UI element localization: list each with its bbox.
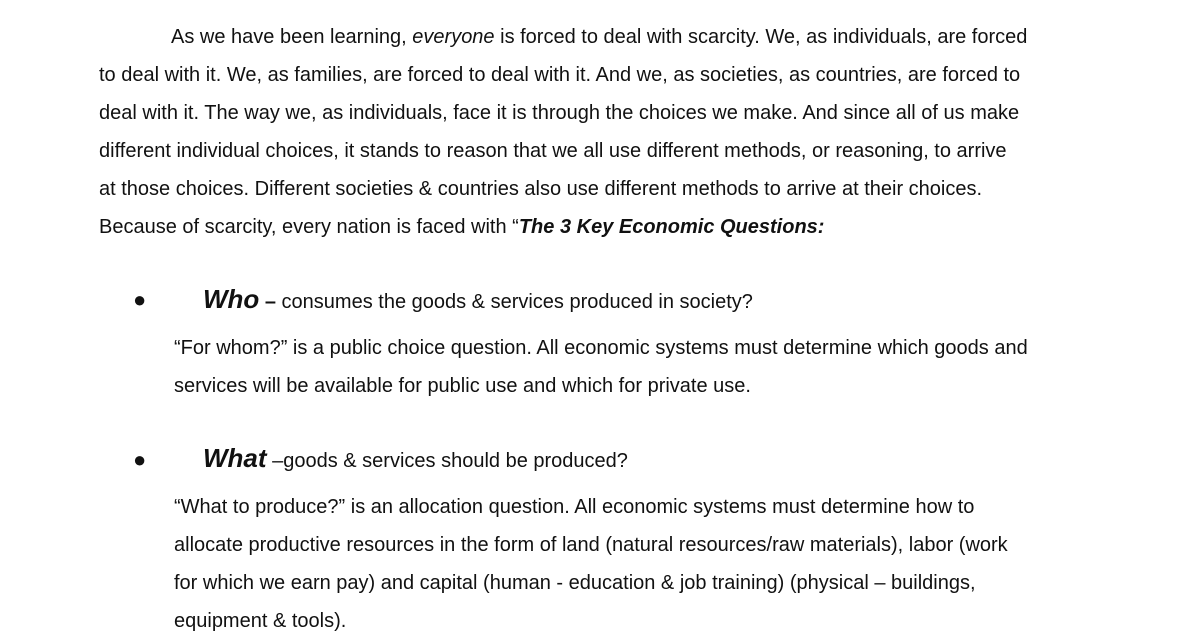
body-line: for which we earn pay) and capital (human - education & job training) (physical – buildings, — [174, 572, 976, 594]
question-text: consumes the goods & services produced in society? — [276, 291, 753, 313]
question-dash: – — [259, 291, 276, 313]
intro-paragraph — [99, 18, 1109, 246]
key-questions-heading: The 3 Key Economic Questions: — [518, 216, 825, 238]
question-body-who — [174, 329, 1114, 405]
question-body-what — [174, 488, 1114, 640]
question-term: Who — [203, 284, 260, 314]
body-line: allocate productive resources in the form of land (natural resources/raw materials), labor (work — [174, 534, 1008, 556]
intro-line: different individual choices, it stands to reason that we all use different methods, or reasoning, to arrive — [99, 140, 1007, 162]
question-heading-who — [203, 284, 753, 315]
question-term: What — [203, 443, 267, 473]
bullet-icon: ● — [133, 287, 147, 312]
intro-line: at those choices. Different societies & countries also use different methods to arrive at their choices. — [99, 178, 983, 200]
intro-line: Because of scarcity, every nation is faced with “The 3 Key Economic Questions: — [99, 216, 825, 238]
question-dash: – — [266, 450, 284, 472]
body-line: “For whom?” is a public choice question. All economic systems must determine which goods and — [174, 337, 1028, 359]
intro-line: deal with it. The way we, as individuals, face it is through the choices we make. And since all of us make — [99, 102, 1020, 124]
body-line: equipment & tools). — [174, 610, 347, 632]
question-heading-what — [203, 443, 628, 474]
intro-line: As we have been learning, everyone is forced to deal with scarcity. We, as individuals, are forced — [171, 26, 1028, 48]
body-line: services will be available for public use and which for private use. — [174, 375, 751, 397]
emphasis-text: everyone — [412, 26, 495, 48]
question-text: goods & services should be produced? — [283, 450, 628, 472]
body-line: “What to produce?” is an allocation question. All economic systems must determine how to — [174, 496, 975, 518]
bullet-icon: ● — [133, 447, 147, 472]
intro-line: to deal with it. We, as families, are forced to deal with it. And we, as societies, as countries, are forced to — [99, 64, 1021, 86]
